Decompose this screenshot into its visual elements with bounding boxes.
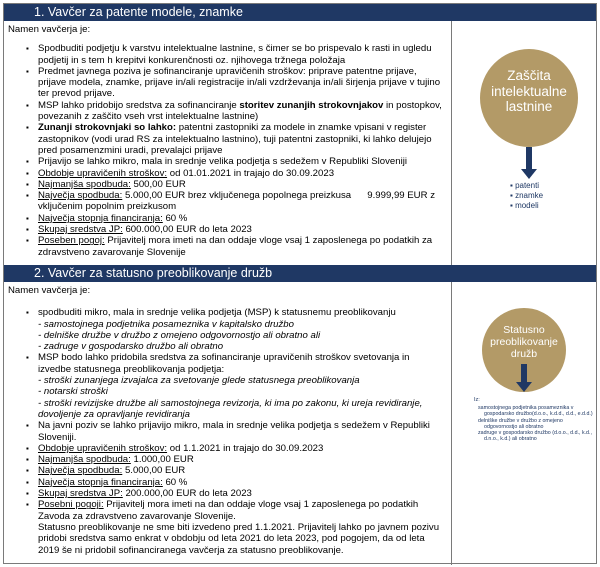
field-label: Največja stopnja financiranja:: [38, 212, 163, 224]
field-value: 60 %: [162, 212, 188, 224]
field-value: Prijavitelj mora imeti na dan oddaje vloge vsaj 1 zaposlenega po podatkih Zavoda za zdravstveno zavarovanje Slovenije.: [38, 499, 419, 522]
sub-item: - stroški revizijske družbe ali samostojnega revizorja, ki ima po zakonu, ki ureja revidiranje, dovoljenje za opravljanje revidiranja: [38, 397, 423, 420]
list-item: [4, 488, 451, 499]
field-label: Posebni pogoji:: [38, 499, 104, 511]
field-label: Največja stopnja financiranja:: [38, 476, 163, 488]
section1-list: [4, 43, 451, 258]
list-item: [4, 465, 451, 476]
field-value: od 01.01.2021 in trajajo do 30.09.2023: [167, 167, 335, 179]
list-item: [4, 213, 451, 224]
field-label: Skupaj sredstva JP:: [38, 488, 123, 500]
field-label: Največja spodbuda:: [38, 190, 123, 202]
status-types-list: [478, 405, 596, 443]
field-label: Poseben pogoj:: [38, 235, 105, 247]
list-item: samostojnega podjetnika posameznika v gospodarsko družbo(d.o.o., k.d.d., d.d., e.d.d.): [478, 405, 593, 418]
item-text: ▪ spodbuditi mikro, mala in srednje velika podjetja (MSP) k statusnemu preoblikovanju: [38, 307, 396, 319]
field-value-cont: vključenim popolnim preizkusom: [38, 201, 177, 213]
section2-content: [4, 282, 452, 565]
sub-item: - zadruge v gospodarsko družbo ali obratno: [38, 341, 224, 353]
field-label: Skupaj sredstva JP:: [38, 224, 123, 236]
field-label: Najmanjša spodbuda:: [38, 178, 131, 190]
item-bold: storitev zunanjih strokovnjakov: [239, 99, 384, 111]
list-item: [4, 168, 451, 179]
sub-item: - notarski stroški: [38, 386, 108, 398]
sub-item: - samostojnega podjetnika posameznika v kapitalsko družbo: [38, 318, 294, 330]
field-value: 200.000,00 EUR do leta 2023: [122, 488, 252, 500]
section2-title: 2. Vavčer za statusno preoblikovanje družb: [34, 266, 273, 280]
list-item: [4, 477, 451, 488]
section2-list: [4, 307, 451, 522]
field-label: Največja spodbuda:: [38, 465, 123, 477]
field-value: 5.000,00 EUR brez vključenega popolnega preizkusa: [122, 190, 352, 202]
field-value: 5.000,00 EUR: [122, 465, 186, 477]
field-label: Obdobje upravičenih stroškov:: [38, 167, 168, 179]
list-item: zadruge v gospodarsko družbo (d.o.o., d.d., k.d., d.n.o., k.d.) ali obratno: [478, 430, 592, 443]
field-label: Najmanjša spodbuda:: [38, 454, 131, 466]
field-value: Prijavitelj mora imeti na dan oddaje vloge vsaj 1 zaposlenega po podatkih za zdravstveno zavarovanje Slovenije: [38, 235, 433, 258]
field-value: 600.000,00 EUR do leta 2023: [122, 224, 252, 236]
field-label: Obdobje upravičenih stroškov:: [38, 442, 168, 454]
item-text: patentni zastopniki za modele in znamke vpisani v register zastopnikov (vodi urad RS za intelektualno lastnino), tuji patentni zastopniki, ki lahko delujejo pred posamenzmini uradi, prevalajci prijave: [38, 122, 432, 156]
sub-item: - stroški zunanjega izvajalca za svetovanje glede statusnega preoblikovanja: [38, 375, 360, 387]
list-item: ▪ patenti: [510, 181, 543, 191]
field-value: 1.000,00 EUR: [130, 454, 194, 466]
item-text: in postopkov, povezanih z zaščito vseh vrst intelektualne lastnine): [38, 99, 442, 123]
list-item: [4, 100, 451, 123]
list-item: [4, 307, 451, 352]
document-page: [3, 3, 597, 564]
list-item: delniške družbe v družbo z omejeno odgovornostjo ali obratno: [478, 417, 563, 430]
list-item: [4, 352, 451, 420]
field-value: 500,00 EUR: [130, 178, 186, 190]
sub-item: - delniške družbe v družbo z omejeno odgovornostjo ali obratno ali: [38, 329, 321, 341]
field-value: 60 %: [162, 476, 188, 488]
list-item: ▪ Spodbuditi podjetju k varstvu intelektualne lastnine, s čimer se bo prispevalo k rasti in ugledu podjetij in s tem h krepitvi konkurenčnosti oz. njihovega tržnega položaja: [4, 43, 451, 66]
list-item: ▪ modeli: [510, 201, 543, 211]
list-item: ▪ Predmet javnega poziva je sofinanciranje upravičenih stroškov: priprave patentne prijave, prijave modela, znamke, prijave in/ali registracije in/ali vzdrževanja in/ali širjenja prijave v tujino ter prevod prijave.: [4, 66, 451, 100]
section2-header: [4, 265, 596, 282]
list-item: [4, 122, 451, 156]
field-value: od 1.1.2021 in trajajo do 30.09.2023: [167, 442, 324, 454]
item-text: MSP lahko pridobijo sredstva za sofinanciranje: [38, 99, 240, 111]
section2-note: Statusno preoblikovanje ne sme biti izvedeno pred 1.1.2021. Prijavitelj lahko po javnem pozivu pridobi sredstva samo enkrat v obdobju od leta 2021 do leta 2023, pod pogojem, da od leta 2019 še ni pridobil sofinanciranega vavčerja za statusno preoblikovanje.: [38, 521, 440, 556]
list-item: [4, 179, 451, 190]
section1-header: [4, 4, 596, 21]
section1-content: [4, 21, 452, 265]
ip-types-list: [510, 181, 543, 211]
section1-title: 1. Vavčer za patente modele, znamke: [34, 5, 243, 19]
section2-intro: Namen vavčerja je:: [8, 285, 91, 296]
status-change-circle: Statusno preoblikovanje družb: [482, 308, 566, 392]
field-value-alt: 9.999,99 EUR z: [367, 190, 435, 202]
list-item: ▪ znamke: [510, 191, 543, 201]
side-from-label: Iz:: [474, 397, 480, 403]
list-item: ▪ Na javni poziv se lahko prijavijo mikro, mala in srednje velika podjetja s sedežem v Republiki Sloveniji.: [4, 420, 451, 443]
list-item: ▪ Prijavijo se lahko mikro, mala in srednje velika podjetja s sedežem v Republiki Sloveniji: [4, 156, 451, 167]
section1-intro: Namen vavčerja je:: [8, 24, 91, 35]
list-item: [4, 190, 451, 213]
list-item: [4, 443, 451, 454]
ip-protection-circle: Zaščita intelektualne lastnine: [480, 49, 578, 147]
item-bold: Zunanji strokovnjaki so lahko:: [38, 122, 177, 134]
list-item: [4, 224, 451, 235]
list-item: [4, 454, 451, 465]
section1-sidebar: [452, 21, 596, 265]
item-text: ▪ MSP bodo lahko pridobila sredstva za sofinanciranje upravičenih stroškov svetovanja in izvedbe statusnega preoblikovanja podjetja:: [38, 352, 410, 375]
list-item: [4, 499, 451, 522]
list-item: [4, 235, 451, 258]
